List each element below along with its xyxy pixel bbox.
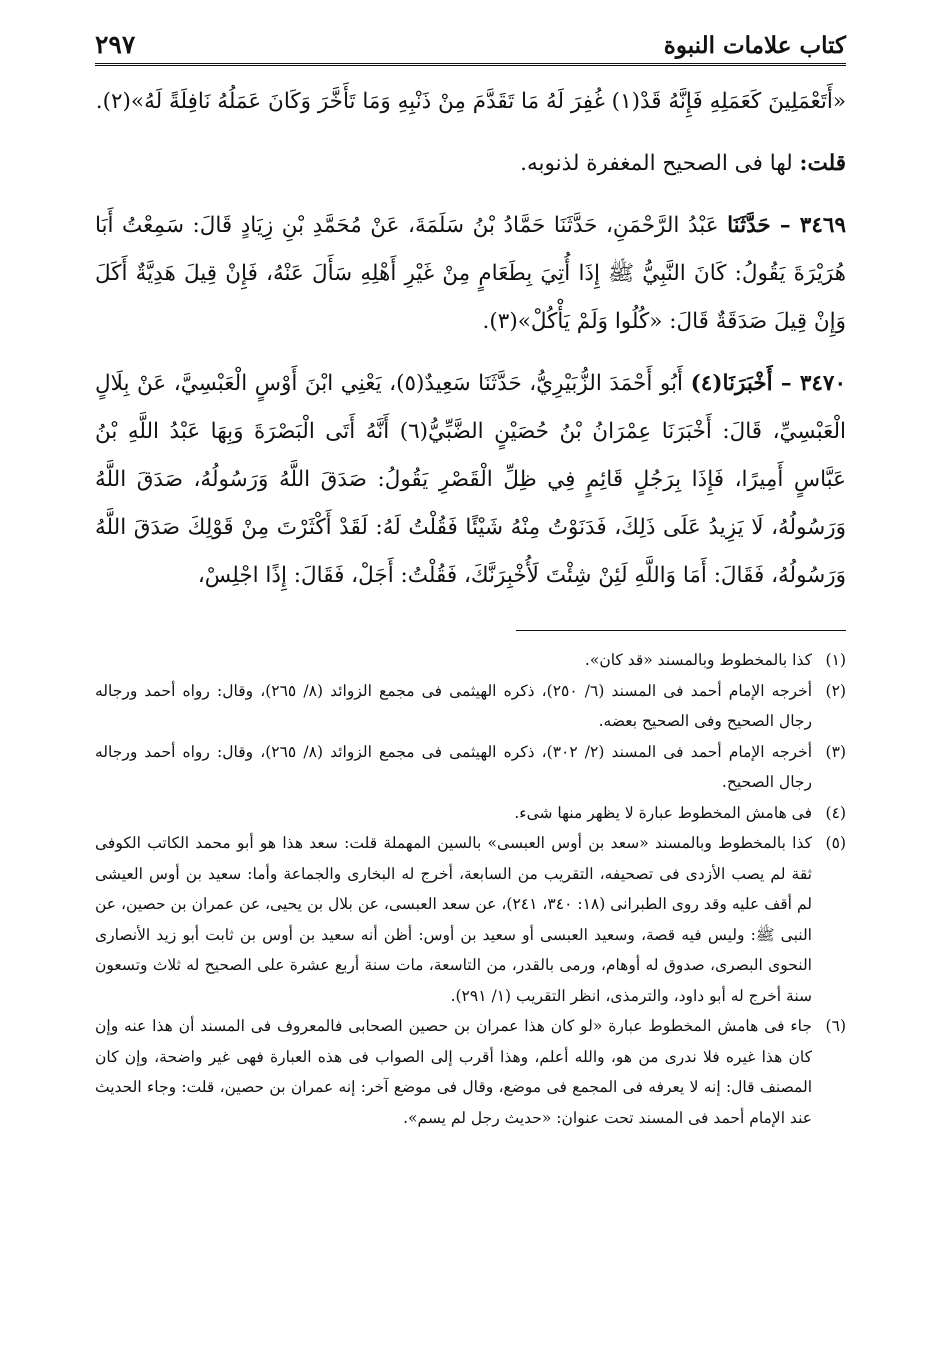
running-title: كتاب علامات النبوة: [663, 32, 846, 59]
hadith-number: ٣٤٧٠ – أَخْبَرَنَا(٤): [690, 371, 847, 396]
footnote-item: [95, 645, 846, 676]
footnote-text: فى هامش المخطوط عبارة لا يظهر منها شىء.: [514, 803, 812, 822]
paragraph-hadith-continuation: [95, 78, 846, 126]
footnote-item: [95, 828, 846, 1011]
hadith-text: أَبُو أَحْمَدَ الزُّبَيْرِيُّ، حَدَّثَنَا سَعِيدٌ(٥)، يَعْنِي ابْنَ أَوْسٍ الْعَبْسِيَّ، عَنْ بِلَالٍ الْعَبْسِيِّ، قَالَ: أَخْبَرَنَا عِمْرَانُ بْنُ حُصَيْنٍ الضَّبِّيُّ(٦) أَنَّهُ أَتَى الْبَصْرَةَ وَبِهَا عَبْدُ اللَّهِ بْنُ عَبَّاسٍ أَمِيرًا، فَإِذَا بِرَجُلٍ قَائِمٍ فِي ظِلِّ الْقَصْرِ يَقُولُ: صَدَقَ اللَّهُ وَرَسُولُهُ، صَدَقَ اللَّهُ وَرَسُولُهُ، لَا يَزِيدُ عَلَى ذَلِكَ، فَدَنَوْتُ مِنْهُ شَيْئًا فَقُلْتُ لَهُ: لَقَدْ أَكْثَرْتَ مِنْ قَوْلِكَ صَدَقَ اللَّهُ وَرَسُولُهُ، فَقَالَ: أَمَا وَاللَّهِ لَئِنْ شِئْتَ لَأُخْبِرَنَّكَ، فَقُلْتُ: أَجَلْ، فَقَالَ: إِذًا اجْلِسْ،: [95, 371, 846, 588]
footnote-text: جاء فى هامش المخطوط عبارة «لو كان هذا عمران بن حصين الصحابى فالمعروف فى المسند أن هذا عنه وإن كان هذا غيره فلا ندرى من هو، والله أعلم، وهذا أقرب إلى الصواب فى هذه العبارة فهى غير واضحة، وإن كان المصنف قال: إنه لا يعرفه فى المجمع فى موضع، وقال فى موضع آخر: إنه عمران بن حصين، قلت: وجاء الحديث عند الإمام أحمد فى المسند تحت عنوان: «حديث رجل لم يسم».: [95, 1017, 812, 1127]
footnote-divider: [516, 630, 846, 631]
footnote-item: [95, 798, 846, 829]
footnote-item: [95, 676, 846, 737]
hadith-3470: [95, 360, 846, 600]
qult-label: قلت:: [799, 151, 846, 176]
footnote-text: كذا بالمخطوط وبالمسند «قد كان».: [584, 651, 812, 669]
footnote-number: (٣): [825, 742, 846, 761]
hadith-continuation-text: «أَتَعْمَلِينَ كَعَمَلِهِ فَإِنَّهُ قَدْ(١) غُفِرَ لَهُ مَا تَقَدَّمَ مِنْ ذَنْبِهِ وَمَا تَأَخَّرَ وَكَانَ عَمَلُهُ نَافِلَةً لَهُ»(٢).: [95, 89, 846, 114]
paragraph-qult: [95, 140, 846, 188]
footnote-item: [95, 1011, 846, 1133]
main-text: [95, 78, 846, 614]
hadith-3469: [95, 202, 846, 346]
footnote-number: (٦): [825, 1017, 846, 1035]
footnote-number: (٤): [825, 803, 846, 822]
qult-text: لها فى الصحيح المغفرة لذنوبه.: [520, 151, 793, 176]
footnotes: [95, 645, 846, 1133]
hadith-text: عَبْدُ الرَّحْمَنِ، حَدَّثَنَا حَمَّادُ بْنُ سَلَمَةَ، عَنْ مُحَمَّدِ بْنِ زِيَادٍ قَالَ: سَمِعْتُ أَبَا هُرَيْرَةَ يَقُولُ: كَانَ النَّبِيُّ ﷺ إِذَا أُتِيَ بِطَعَامٍ مِنْ غَيْرِ أَهْلِهِ سَأَلَ عَنْهُ، فَإِنْ قِيلَ هَدِيَّةٌ أَكَلَ وَإِنْ قِيلَ صَدَقَةٌ قَالَ: «كُلُوا وَلَمْ يَأْكُلْ»(٣).: [95, 213, 846, 334]
footnote-text: أخرجه الإمام أحمد فى المسند (٦/ ٢٥٠)، ذكره الهيثمى فى مجمع الزوائد (٨/ ٢٦٥)، وقال: رواه أحمد ورجاله رجال الصحيح وفى الصحيح بعضه.: [95, 681, 813, 730]
footnote-number: (٥): [825, 834, 846, 852]
footnote-number: (٢): [825, 681, 846, 700]
footnote-text: كذا بالمخطوط وبالمسند «سعد بن أوس العبسى» بالسين المهملة قلت: سعد هذا هو أبو محمد الكاتب الكوفى ثقة لم يصب الأزدى فى تصحيفه، التقريب من السابعة، أخرج له البخارى والجماعة وأما: سعيد بن أوس العيشى لم أقف عليه وقد روى الطبرانى (١٨: ٣٤٠، ٢٤١)، عن سعد العبسى، عن بلال بن يحيى، عن عمران بن حصين، عن النبى ﷺ: وليس فيه قصة، وسعيد العبسى أو سعيد بن أوس: أظن أنه سعيد بن أوس بن ثابت أبو زيد الأنصارى النحوى البصرى، صدوق له أوهام، ورمى بالقدر، من التاسعة، مات سنة أربع عشرة على الصحيح له ثلاث وتسعون سنة أخرج له أبو داود، والترمذى، انظر التقريب (١/ ٢٩١).: [95, 834, 812, 1005]
hadith-number: ٣٤٦٩ – حَدَّثَنَا: [727, 213, 846, 238]
footnote-number: (١): [825, 651, 846, 669]
page-number: ٢٩٧: [95, 30, 136, 59]
footnote-text: أخرجه الإمام أحمد فى المسند (٢/ ٣٠٢)، ذكره الهيثمى فى مجمع الزوائد (٨/ ٢٦٥)، وقال: رواه أحمد ورجاله رجال الصحيح.: [95, 742, 813, 791]
footnote-item: [95, 737, 846, 798]
page-header: [95, 22, 846, 66]
